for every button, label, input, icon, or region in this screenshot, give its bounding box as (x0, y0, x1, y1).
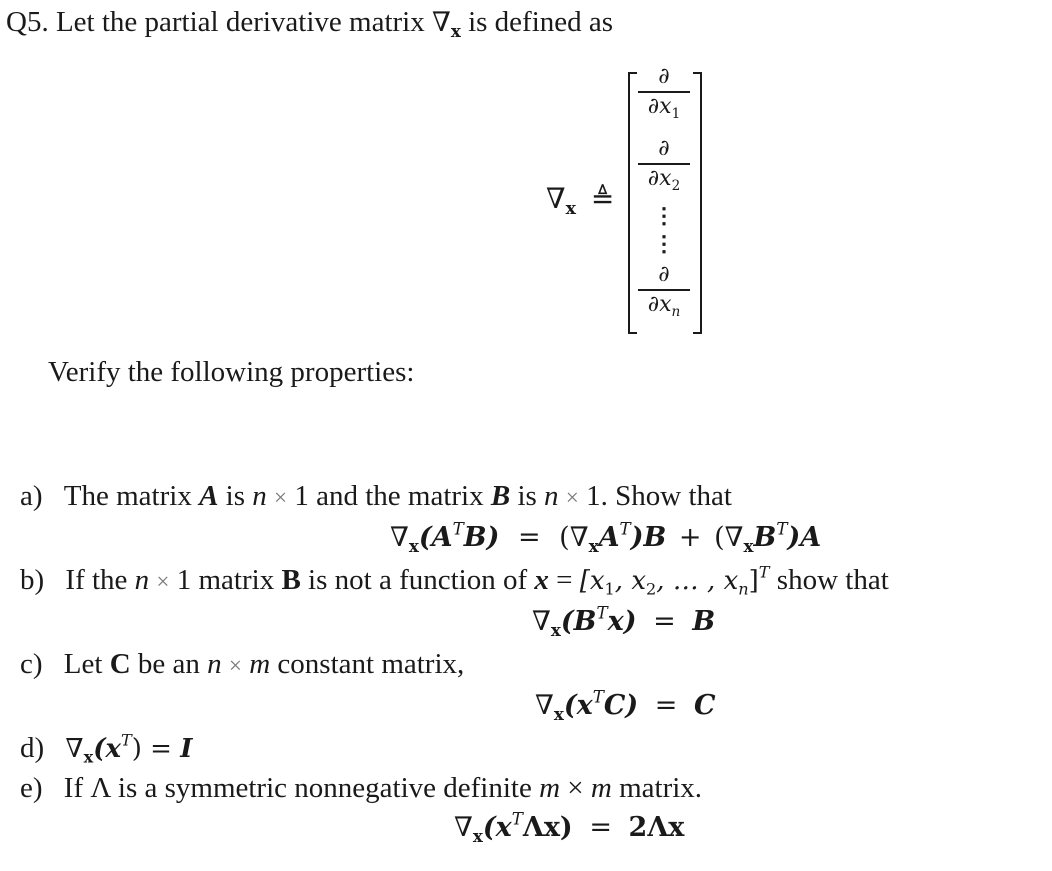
equation-e: $\nabla_x(x^T\Lambda x) = 2\Lambda x$ (454, 808, 685, 846)
partial-entry-1: ∂ $\partial x_1$ (636, 64, 692, 120)
vertical-dots-1: ⋮ (653, 203, 675, 228)
item-b: b) If the n × 1 matrix B is not a function of $x = [x_1$, $x_2$, … , $x_n]^T$ show that (20, 562, 889, 599)
item-a: a) The matrix A is n × 1 and the matrix B is n × 1. Show that (20, 480, 732, 512)
question-intro-end: is defined as (468, 6, 614, 38)
defined-as-symbol: ≜ (590, 182, 615, 215)
partial-entry-2: ∂ $\partial x_2$ (636, 136, 692, 192)
item-c: c) Let C be an n × m constant matrix, (20, 648, 465, 680)
question-intro: Let the partial derivative matrix (55, 6, 425, 38)
item-e-label: e) (20, 772, 43, 804)
definition-lhs: $\nabla_x$ ≜ (546, 182, 615, 220)
item-c-label: c) (20, 648, 43, 680)
matrix-right-bracket (693, 72, 702, 334)
question-heading (6, 6, 613, 39)
vertical-dots-2: ⋮ (653, 231, 675, 256)
verify-text: Verify the following properties: (48, 356, 415, 388)
nabla-symbol: $\nabla_x$ (432, 7, 461, 41)
item-d: d) $\nabla_x(x^T) = I$ (20, 730, 193, 767)
item-e: e) If Λ is a symmetric nonnegative definite m × m matrix. (20, 772, 703, 804)
question-number: Q5. (6, 6, 49, 38)
item-b-label: b) (20, 564, 45, 596)
item-d-label: d) (20, 732, 45, 764)
item-a-label: a) (20, 480, 43, 512)
equation-c: $\nabla_x(x^TC) = C$ (535, 686, 716, 724)
equation-b: $\nabla_x(B^Tx) = B$ (532, 602, 716, 640)
partial-entry-n: ∂ $\partial x_n$ (636, 262, 692, 318)
equation-a: $\nabla_x(A^TB) = (\nabla_xA^T)B + (\nabla_xB^T)A$ (390, 518, 822, 556)
